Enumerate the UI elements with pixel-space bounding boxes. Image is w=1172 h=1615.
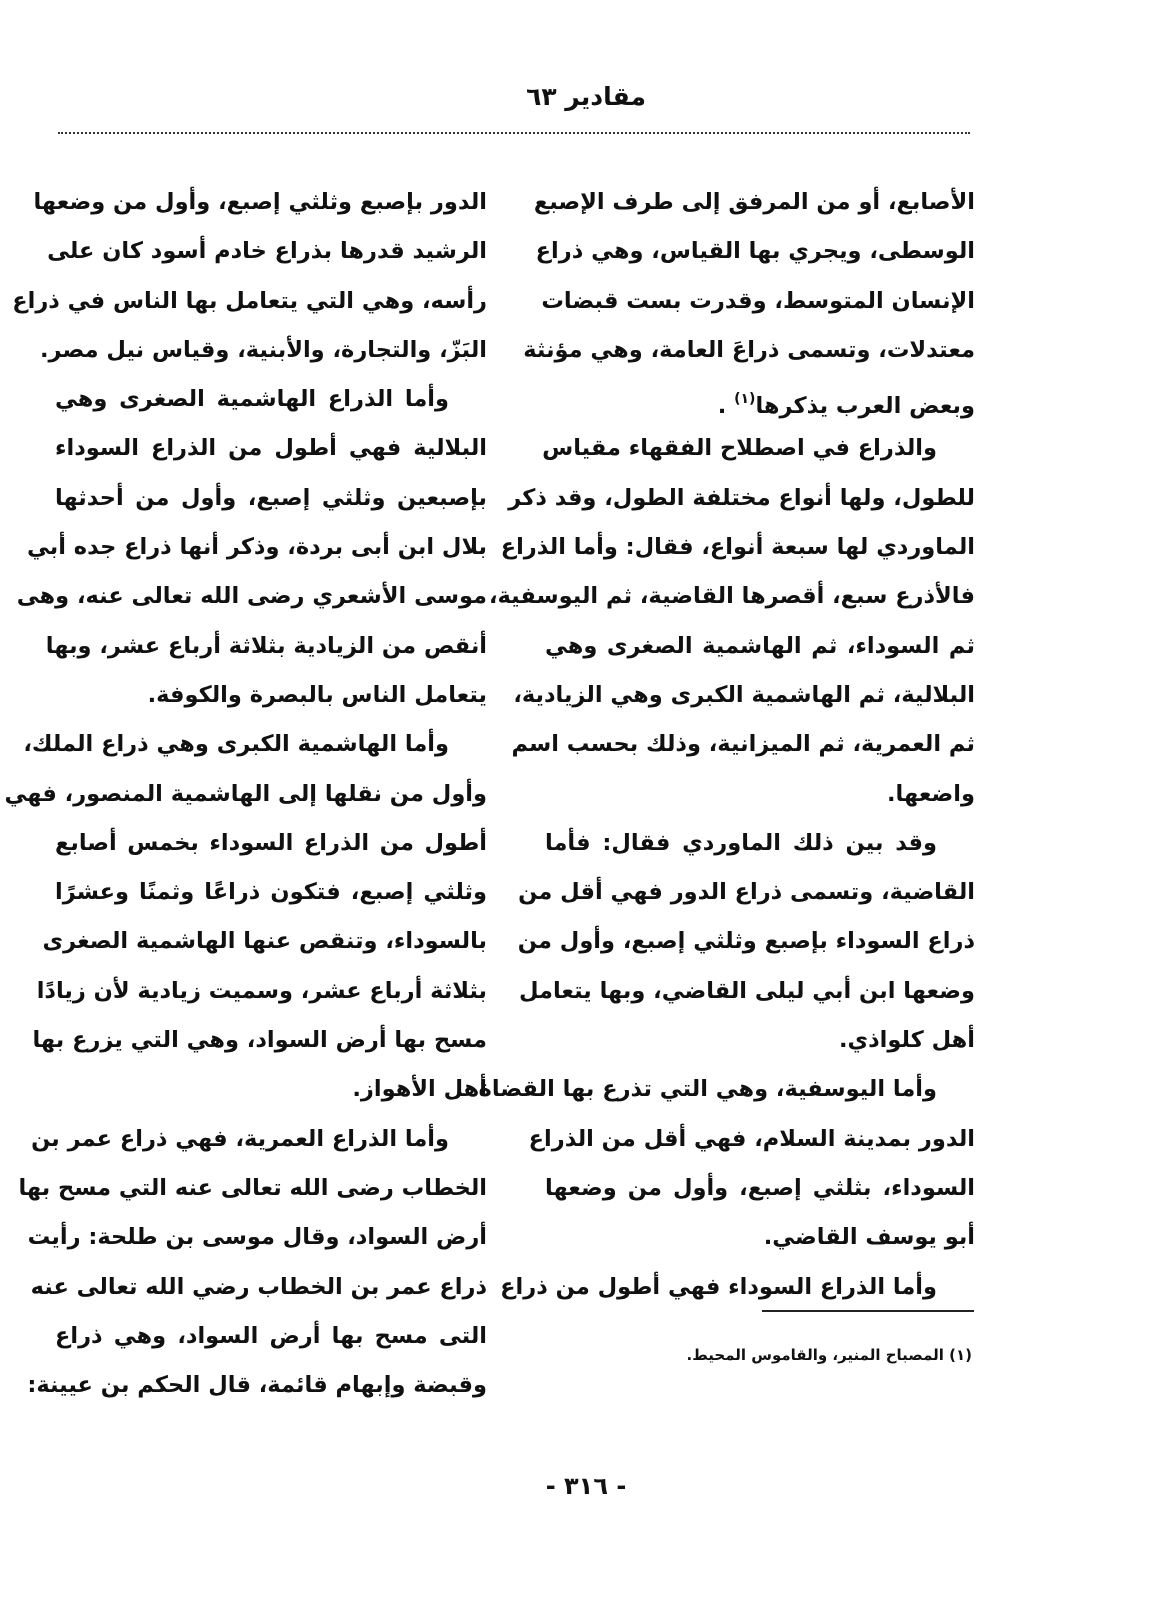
text-line: [27, 1213, 487, 1262]
line-text: ثم السوداء، ثم الهاشمية الصغرى وهي: [545, 632, 975, 659]
line-text: مسح بها أرض السواد، وهي التي يزرع بها: [32, 1027, 487, 1054]
line-text: أهل الأهواز.: [352, 1076, 487, 1103]
text-line: [517, 917, 975, 966]
line-text: أرض السواد، وقال موسى بن طلحة: رأيت: [27, 1224, 487, 1251]
line-text: وأما الذراع السوداء فهي أطول من ذراع: [500, 1273, 937, 1300]
text-line: [55, 1312, 487, 1361]
line-text: معتدلات، وتسمى ذراعَ العامة، وهي مؤنثة: [523, 336, 975, 363]
line-text-tail: .: [717, 393, 735, 420]
text-line: [12, 277, 487, 326]
text-line: [55, 1065, 487, 1114]
text-line: [545, 1164, 975, 1213]
text-line: [535, 227, 975, 276]
text-line: [30, 1263, 487, 1312]
text-line: [42, 917, 487, 966]
header-dotted-rule: [58, 132, 970, 134]
line-text: الماوردي لها سبعة أنواع، فقال: وأما الذراع: [500, 534, 975, 561]
line-text: للطول، ولها أنواع مختلفة الطول، وقد ذكر: [508, 484, 975, 511]
line-text: بالسوداء، وتنقص عنها الهاشمية الصغرى: [42, 928, 487, 955]
line-text: موسى الأشعري رضى الله تعالى عنه، وهى: [16, 583, 487, 610]
line-text: رأسه، وهي التي يتعامل بها الناس في ذراع: [12, 287, 487, 314]
text-line: [545, 1213, 975, 1262]
line-text: وأما الذراع العمرية، فهي ذراع عمر بن: [31, 1125, 449, 1152]
text-line: [55, 671, 487, 720]
text-line: [511, 720, 975, 769]
line-text: وضعها ابن أبي ليلى القاضي، وبها يتعامل: [518, 977, 975, 1004]
text-line: [4, 770, 487, 819]
footnote-separator: [762, 1310, 974, 1312]
text-line: [528, 1115, 975, 1164]
line-text: وأما الذراع الهاشمية الصغرى وهي: [55, 386, 449, 413]
line-text: فالأذرع سبع، أقصرها القاضية، ثم اليوسفية،: [488, 583, 975, 610]
text-line: [533, 178, 975, 227]
text-line: [545, 622, 975, 671]
text-line: [508, 474, 975, 523]
line-text: وقبضة وإبهام قائمة، قال الحكم بن عيينة:: [27, 1372, 487, 1399]
line-text: وأما اليوسفية، وهي التي تذرع بها القضاة: [478, 1076, 937, 1103]
running-header: [0, 82, 1172, 111]
text-line: [545, 1016, 975, 1065]
text-line: [545, 375, 975, 424]
line-text: وأول من نقلها إلى الهاشمية المنصور، فهي: [4, 780, 487, 807]
text-line: [500, 1263, 975, 1312]
line-text: وأما الهاشمية الكبرى وهي ذراع الملك،: [23, 731, 449, 758]
line-text: بلال ابن أبى بردة، وذكر أنها ذراع جده أبي: [27, 534, 487, 561]
footnote: (١) المصباح المنير، والقاموس المحيط.: [686, 1346, 972, 1364]
line-text: الدور بإصبع وثلثي إصبع، وأول من وضعها: [33, 189, 487, 215]
line-text: بإصبعين وثلثي إصبع، وأول من أحدثها: [55, 484, 487, 511]
text-line: [518, 868, 975, 917]
line-text: بثلاثة أرباع عشر، وسميت زيادية لأن زيادًا: [36, 977, 487, 1004]
line-text: القاضية، وتسمى ذراع الدور فهي أقل من: [518, 879, 975, 906]
line-text: البلالية فهي أطول من الذراع السوداء: [55, 435, 487, 462]
line-text: أبو يوسف القاضي.: [763, 1224, 975, 1251]
right-text-column: [478, 178, 975, 1312]
text-line: [47, 227, 487, 276]
line-text: الرشيد قدرها بذراع خادم أسود كان على: [47, 238, 487, 265]
left-text-column: [4, 178, 487, 1410]
text-line: [23, 720, 487, 769]
text-line: [55, 868, 487, 917]
line-text: الأصابع، أو من المرفق إلى طرف الإصبع: [533, 189, 975, 215]
text-line: [39, 326, 487, 375]
text-line: [542, 424, 975, 473]
text-line: [55, 474, 487, 523]
footnote-marker[interactable]: (١): [734, 391, 756, 408]
text-line: [541, 277, 975, 326]
text-line: [545, 770, 975, 819]
line-text: أطول من الذراع السوداء بخمس أصابع: [55, 829, 487, 856]
text-line: [27, 1361, 487, 1410]
text-line: [32, 1016, 487, 1065]
text-line: [55, 819, 487, 868]
line-text: الإنسان المتوسط، وقدرت بست قبضات: [541, 287, 975, 314]
line-text: البَزّ، والتجارة، والأبنية، وقياس نيل مصر.: [39, 336, 487, 363]
line-text: ذراع عمر بن الخطاب رضي الله تعالى عنه: [30, 1273, 487, 1300]
line-text: أهل كلواذي.: [838, 1027, 975, 1054]
text-line: [18, 1164, 487, 1213]
line-text: الخطاب رضى الله تعالى عنه التي مسح بها: [18, 1174, 487, 1201]
text-line: [478, 1065, 975, 1114]
line-text: والذراع في اصطلاح الفقهاء مقياس: [542, 435, 937, 462]
running-header-title: مقادير ٦٣: [526, 82, 646, 111]
text-line: [545, 819, 975, 868]
line-text: السوداء، بثلثي إصبع، وأول من وضعها: [545, 1174, 975, 1201]
line-text: ذراع السوداء بإصبع وثلثي إصبع، وأول من: [517, 928, 975, 955]
text-line: [523, 326, 975, 375]
text-line: [27, 523, 487, 572]
line-text: وبعض العرب يذكرها: [755, 393, 975, 420]
text-line: [31, 1115, 487, 1164]
text-line: [500, 523, 975, 572]
line-text: الدور بمدينة السلام، فهي أقل من الذراع: [528, 1125, 975, 1152]
text-line: [33, 178, 487, 227]
text-line: [45, 622, 487, 671]
text-line: [36, 967, 487, 1016]
line-text: التى مسح بها أرض السواد، وهي ذراع: [55, 1322, 487, 1349]
line-text: واضعها.: [887, 780, 975, 807]
line-text: البلالية، ثم الهاشمية الكبرى وهي الزيادية،: [513, 681, 975, 708]
text-line: [518, 967, 975, 1016]
page-number: - ٣١٦ -: [545, 1472, 627, 1500]
text-line: [55, 424, 487, 473]
text-line: [55, 375, 487, 424]
text-line: [513, 671, 975, 720]
line-text: وقد بين ذلك الماوردي فقال: فأما: [545, 829, 937, 856]
line-text: وثلثي إصبع، فتكون ذراعًا وثمنًا وعشرًا: [55, 879, 487, 906]
text-line: [488, 572, 975, 621]
line-text: أنقص من الزيادية بثلاثة أرباع عشر، وبها: [45, 632, 487, 659]
text-line: [16, 572, 487, 621]
line-text: الوسطى، ويجري بها القياس، وهي ذراع: [535, 238, 975, 265]
line-text: ثم العمرية، ثم الميزانية، وذلك بحسب اسم: [511, 731, 975, 758]
line-text: يتعامل الناس بالبصرة والكوفة.: [147, 681, 487, 708]
